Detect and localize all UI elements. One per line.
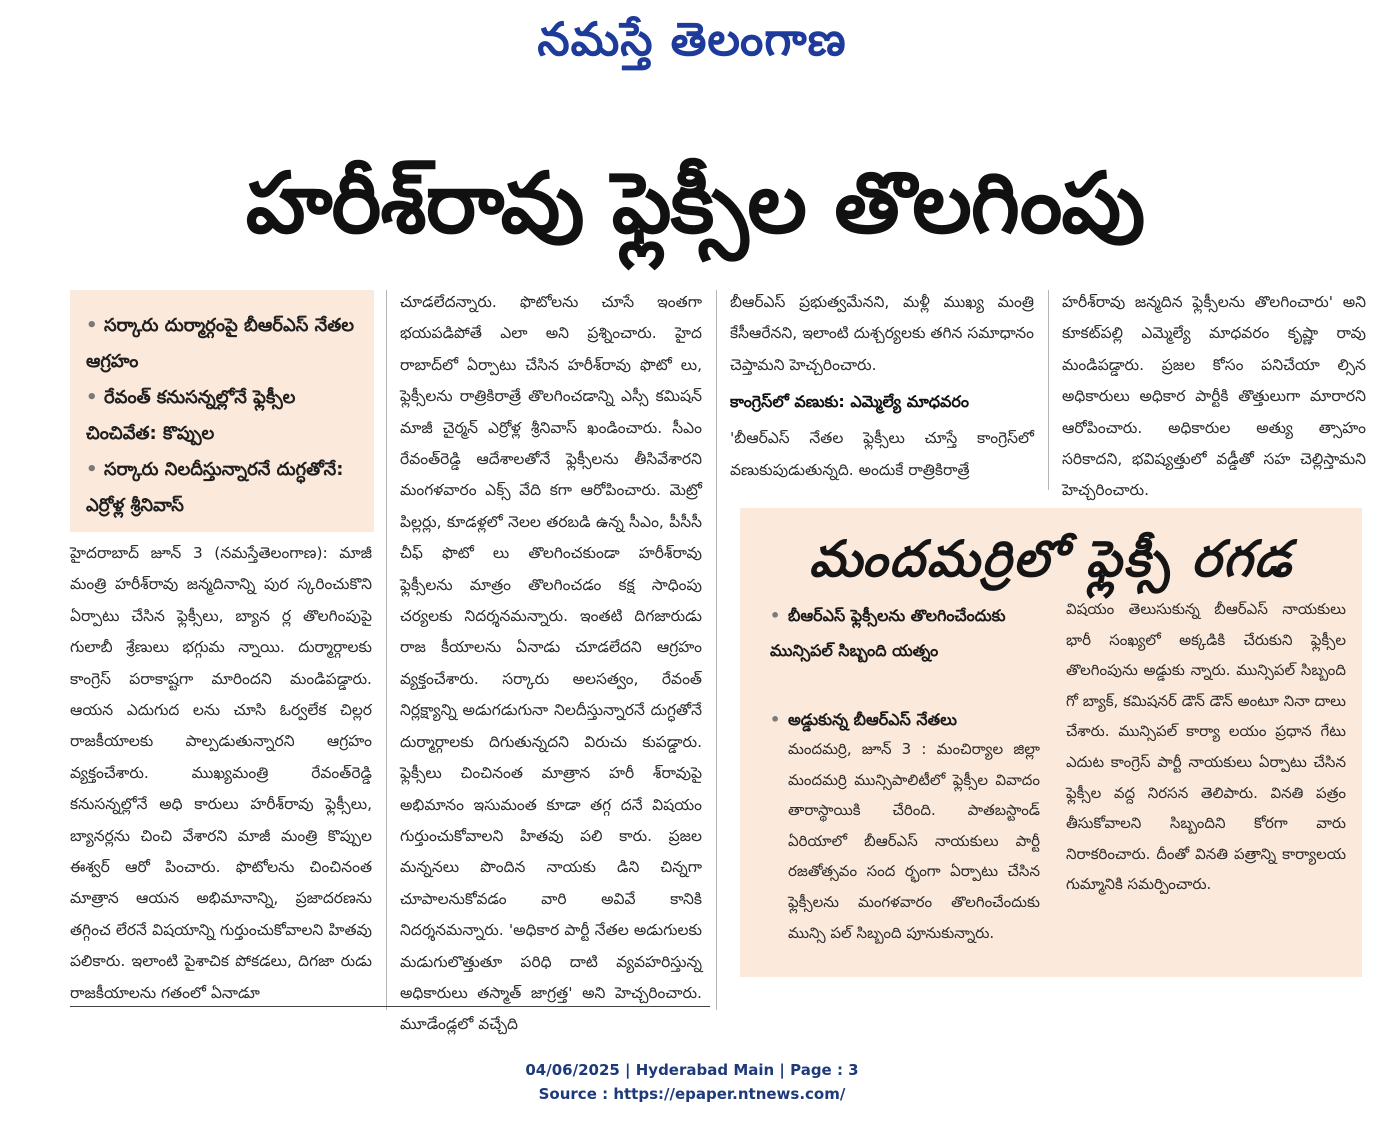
highlight-text: సర్కారు నిలదీస్తున్నారనే దుగ్ధతోనే: ఎర్రోళ్ల శ్రీనివాస్ (86, 459, 344, 516)
column-divider (386, 290, 387, 1010)
side-story-column-2 (1066, 594, 1346, 900)
subheading: కాంగ్రెస్‌లో వణుకు: ఎమ్మెల్యే మాధవరం (730, 392, 970, 412)
side-story-title: మందమర్రిలో ఫ్లెక్సీ రగడ (808, 529, 1294, 588)
highlight-text: సర్కారు దుర్మార్గంపై బీఆర్‌ఎస్ నేతల ఆగ్రహం (86, 315, 355, 372)
article-text: బీఆర్‌ఎస్ ప్రభుత్వమేనని, మళ్లీ ముఖ్య మంత్రి కేసీఆరేనని, ఇలాంటి దుశ్చర్యలకు తగిన సమాధానం చెప్తామని హెచ్చరించారు. (730, 293, 1034, 374)
bullet-icon: • (86, 459, 98, 480)
side-highlight-text: అడ్డుకున్న బీఆర్‌ఎస్ నేతలు (788, 710, 957, 729)
headline: హరీశ్‌రావు ఫ్లెక్సీల తొలగింపు (245, 154, 1145, 252)
article-text: చూడలేదన్నారు. ఫొటోలను చూసే ఇంతగా భయపడిపోతే ఎలా అని ప్రశ్నించారు. హైద రాబాద్‌లో ఏర్పాటు చేసిన హరీశ్‌రావు ఫొటో లు, ఫ్లెక్సీలను రాత్రికిరాత్రే తొలగించడాన్ని ఎస్సీ కమిషన్ మాజీ చైర్మన్ ఎర్రోళ్ల శ్రీనివాస్ ఖండించారు. సీఎం రేవంత్‌రెడ్డి ఆదేశాలతోనే ఫ్లెక్సీలను తీసివేశారని మంగళవారం ఎక్స్ వేది కగా ఆరోపించారు. మెట్రో పిల్లర్లు, కూడళ్లలో నెలల తరబడి ఉన్న సీఎం, పీసీసీ చీఫ్ ఫొటో లు తొలగించకుండా హరీశ్‌రావు ఫ్లెక్సీలను మాత్రం తొలగించడం కక్ష సాధింపు చర్యలకు నిదర్శనమన్నారు. ఇంతటి దిగజారుడు రాజ కీయాలను ఏనాడు చూడలేదని ఆగ్రహం వ్యక్తంచేశారు. సర్కారు అలసత్వం, రేవంత్ నిర్లక్ష్యాన్ని అడుగడుగునా నిలదీస్తున్నారనే దుగ్ధతోనే దుర్మార్గాలకు దిగుతున్నదని విరుచు కుపడ్డారు. ఫ్లెక్సీలు చించినంత మాత్రాన హరీ శ్‌రావుపై అభిమానం ఇసుమంత కూడా తగ్గ దనే విషయం గుర్తుంచుకోవాలని హితవు పలి కారు. ప్రజల మన్ననలు పొందిన నాయకు డిని చిన్నగా చూపాలనుకోవడం వారి అవివే కానికి నిదర్శనమన్నారు. 'అధికార పార్టీ నేతల అడుగులకు మడుగులొత్తుతూ పరిధి దాటి వ్యవహరిస్తున్న అధికారులు తస్మాత్ జాగ్రత్త' అని హెచ్చరించారు. మూడేండ్లలో వచ్చేది (400, 293, 702, 1034)
page-footer (0, 1058, 1384, 1106)
bullet-icon: • (86, 387, 98, 408)
article-text: హరీశ్‌రావు జన్మదిన ఫ్లెక్సీలను తొలగించారు' అని కూకట్‌పల్లి ఎమ్మెల్యే మాధవరం కృష్ణా రావు మండిపడ్డారు. ప్రజల కోసం పనిచేయా ల్సిన అధికారులు అధికార పార్టీకి తొత్తులుగా మారారని ఆరోపించారు. అధికారుల అత్యు త్సాహం సరికాదని, భవిష్యత్తులో వడ్డీతో సహ చెల్లిస్తామని హెచ్చరించారు. (1062, 293, 1366, 500)
side-story-column-1 (788, 734, 1040, 948)
side-story-box (740, 508, 1362, 977)
article-text: హైదరాబాద్ జూన్ 3 (నమస్తేతెలంగాణ): మాజీ మంత్రి హరీశ్‌రావు జన్మదినాన్ని పుర స్కరించుకొని ఏర్పాటు చేసిన ఫ్లెక్సీలు, బ్యాన ర్ల తొలగింపుపై గులాబీ శ్రేణులు భగ్గుమ న్నాయి. దుర్మార్గాలకు కాంగ్రెస్ పరాకాష్టగా మారిందని మండిపడ్డారు. ఆయన ఎదుగుద లను చూసి ఓర్వలేక చిల్లర రాజకీయాలకు పాల్పడుతున్నారని ఆగ్రహం వ్యక్తంచేశారు. ముఖ్యమంత్రి రేవంత్‌రెడ్డి కనుసన్నల్లోనే అధి కారులు హరీశ్‌రావు ఫ్లెక్సీలు, బ్యానర్లను చించి వేశారని మాజీ మంత్రి కొప్పుల ఈశ్వర్ ఆరో పించారు. ఫొటోలను చించినంత మాత్రాన ఆయన అభిమానాన్ని, ప్రజాదరణను తగ్గించ లేరనే విషయాన్ని గుర్తుంచుకోవాలని హితవు పలికారు. ఇలాంటి పైశాచిక పోకడలు, దిగజా రుడు రాజకీయాలను గతంలో ఏనాడూ (70, 544, 372, 1002)
highlight-text: రేవంత్ కనుసన్నల్లోనే ఫ్లెక్సీల చించివేత: కొప్పుల (86, 387, 296, 444)
bullet-icon: • (770, 606, 781, 625)
highlight-item (86, 452, 368, 524)
highlight-item (86, 380, 368, 452)
highlight-item (86, 308, 368, 380)
bullet-icon: • (86, 315, 98, 336)
column-divider (716, 290, 717, 1010)
side-story-text: మందమర్రి, జూన్ 3 : మంచిర్యాల జిల్లా మందమర్రి మున్సిపాలిటీలో ఫ్లెక్సీల వివాదం తారాస్థాయికి చేరింది. పాతబస్టాండ్ ఏరియాలో బీఆర్‌ఎస్ నాయకులు పార్టీ రజతోత్సవం సంద ర్భంగా ఏర్పాటు చేసిన ఫ్లెక్సీలను మంగళవారం తొలగించేందుకు మున్సి పల్ సిబ్బంది పూనుకున్నారు. (788, 740, 1040, 942)
bullet-icon: • (770, 710, 781, 729)
masthead-logo: నమస్తే తెలంగాణ (537, 12, 847, 66)
highlights-box (70, 290, 374, 532)
article-text: 'బీఆర్‌ఎస్ నేతల ఫ్లెక్సీలు చూస్తే కాంగ్రెస్‌లో వణుకుపుడుతున్నది. అందుకే రాత్రికిరాత్రే (730, 429, 1034, 479)
side-highlight-item (770, 598, 1050, 668)
side-story-text: విషయం తెలుసుకున్న బీఆర్‌ఎస్ నాయకులు భారీ సంఖ్యలో అక్కడికి చేరుకుని ఫ్లెక్సీల తొలగింపును అడ్డుకు న్నారు. మున్సిపల్ సిబ్బంది గో బ్యాక్, కమిషనర్ డౌన్ డౌన్ అంటూ నినా దాలు చేశారు. మున్సిపల్ కార్యా లయం ప్రధాన గేటు ఎదుట కాంగ్రెస్ పార్టీ నాయకులు ఏర్పాటు చేసిన ఫ్లెక్సీల వద్ద నిరసన తెలిపారు. వినతి పత్రం తీసుకోవాలని సిబ్బందిని కోరగా వారు నిరాకరించారు. దీంతో వినతి పత్రాన్ని కార్యాలయ గుమ్మానికి సమర్పించారు. (1066, 600, 1346, 894)
source-link[interactable]: Source : https://epaper.ntnews.com/ (538, 1085, 846, 1103)
side-highlight-text: బీఆర్‌ఎస్ ఫ్లెక్సీలను తొలగించేందుకు మున్సిపల్ సిబ్బంది యత్నం (770, 606, 1006, 660)
article-column-1 (70, 538, 372, 1009)
article-column-3 (730, 287, 1034, 486)
edition-info: 04/06/2025 | Hyderabad Main | Page : 3 (525, 1061, 859, 1079)
side-highlight-item (770, 702, 1050, 737)
column-divider (1048, 290, 1049, 490)
article-column-2 (400, 287, 702, 1041)
article-column-4 (1062, 287, 1366, 507)
